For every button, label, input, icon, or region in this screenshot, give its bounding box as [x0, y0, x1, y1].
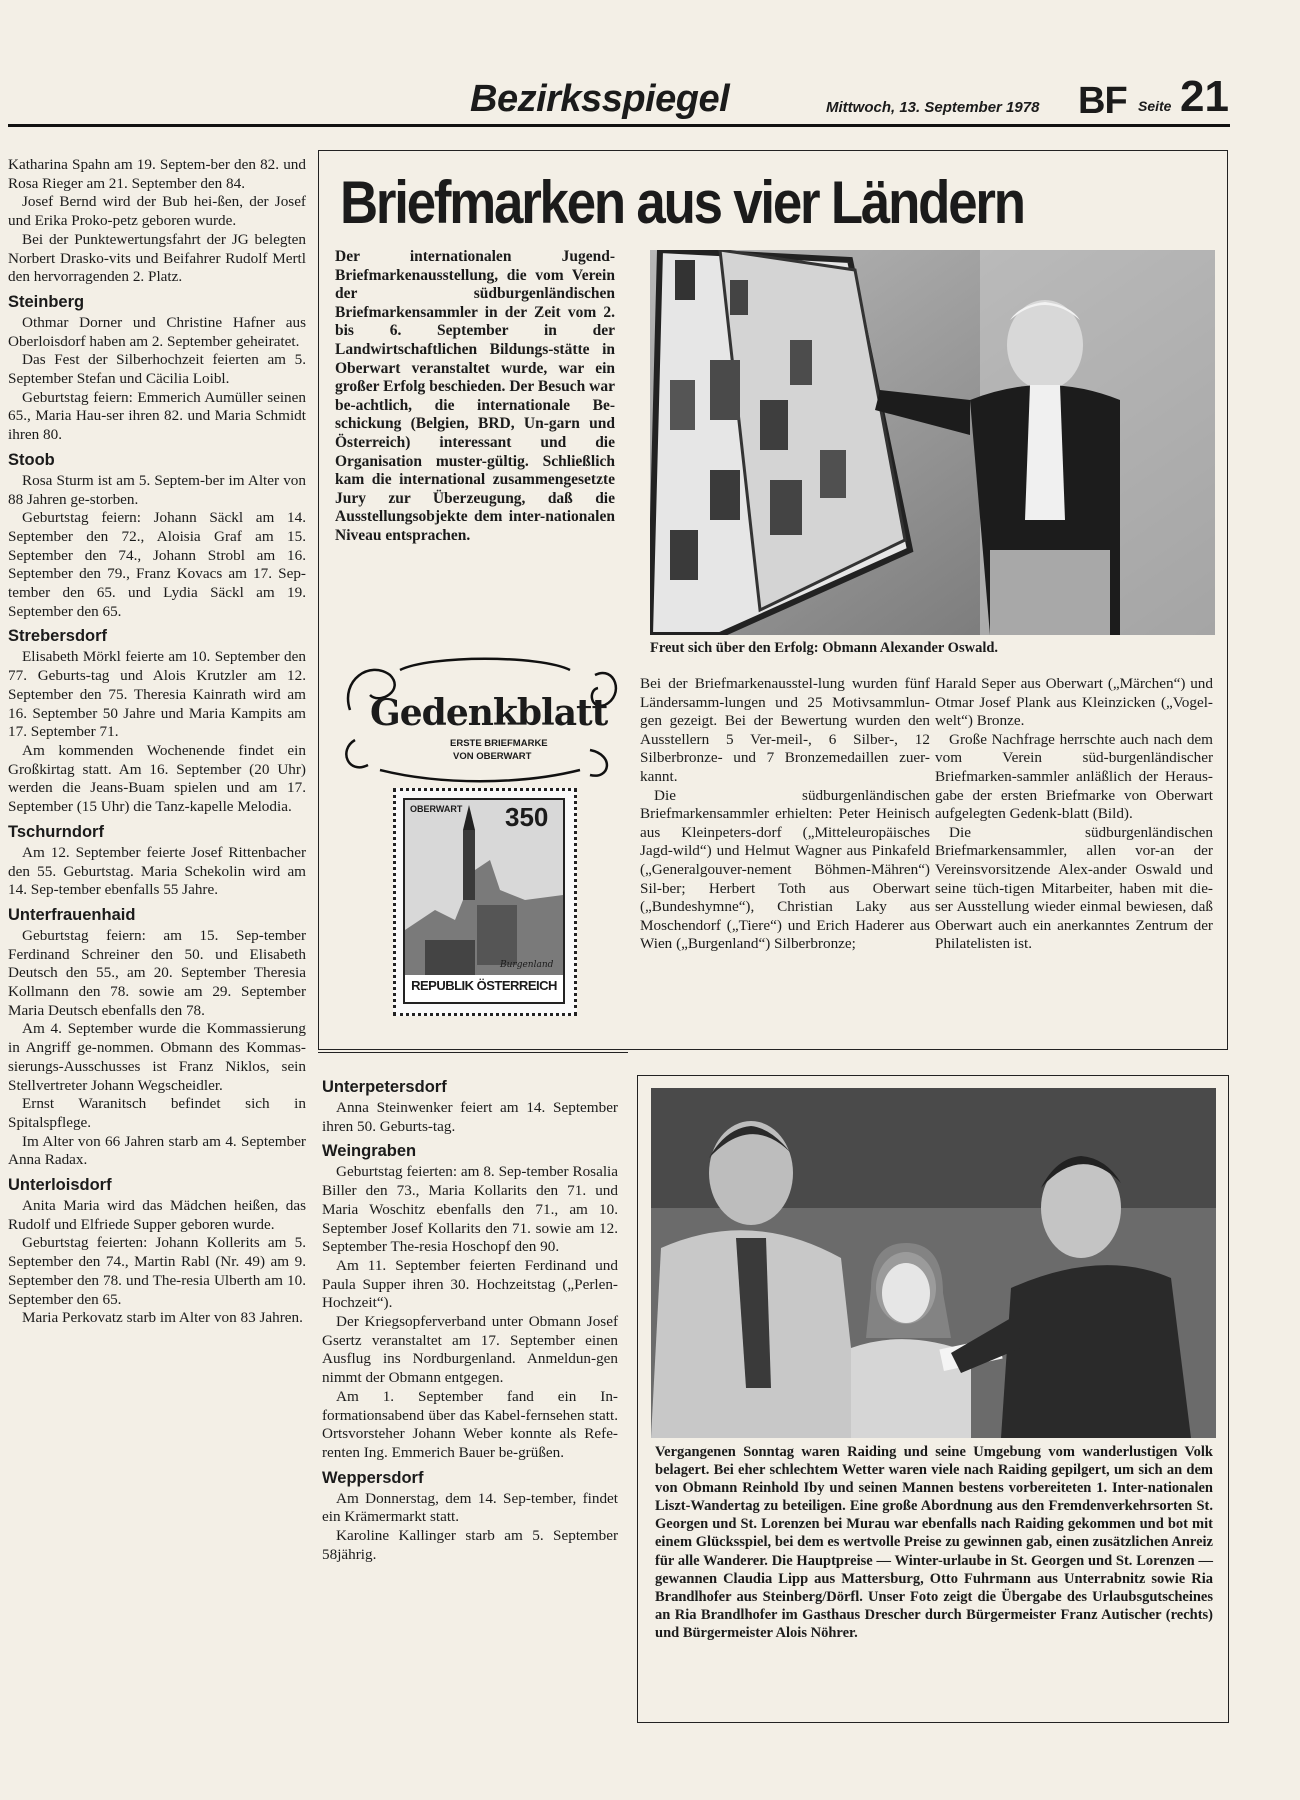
place-heading-weppersdorf: Weppersdorf	[322, 1468, 424, 1487]
feature-body-column-1	[640, 675, 930, 954]
place-heading-unterloisdorf: Unterloisdorf	[8, 1176, 112, 1195]
feature-lead: Der internationalen Jugend-Briefmarkenausstellung, die vom Verein der südburgenländischen Briefmarkensammler in der Zeit vom 2. bis 6. September in der Landwirtschaftlichen Bildungs-stätte in Oberwart veranstaltet wurde, war ein großer Erfolg beschieden. Der Besuch war be-achtlich, die internationale Be-schickung (Belgien, BRD, Un-garn und Österreich) interessant und die Organisation muster-gültig. Schließlich kam die international zusammengesetzte Jury zur Überzeugung, daß die Ausstellungsobjekte dem inter-nationalen Niveau entsprachen.	[335, 248, 615, 544]
stamp-image	[403, 798, 565, 1004]
news-paragraph: Elisabeth Mörkl feierte am 10. September den 77. Geburts-tag und Alois Krutzler am 12. September den 75. Theresia Kainrath wird am 16. September 50 Jahre und Maria Kampits am 17. September 71.	[8, 648, 306, 741]
raiding-photo-drawing	[651, 1088, 1216, 1438]
page-label: Seite	[1138, 98, 1172, 114]
news-paragraph: Geburtstag feiern: Johann Säckl am 14. September den 72., Aloisia Graf am 15. September den 74., Johann Strobl am 16. September den 79., Franz Kovacs am 17. Sep-tember den 65. und Lydia Säckl am 19. September den 65.	[8, 509, 306, 620]
news-paragraph: Die südburgenländischen Briefmarkensammler, allen vor-an der Vereinsvorsitzende Alex-ander Oswald und seine tüch-tigen Mitarbeiter, haben mit die-ser Ausstellung wieder einmal bewiesen, daß Oberwart auch ein anerkanntes Zentrum der Philatelisten ist.	[935, 823, 1213, 953]
news-paragraph: Am 12. September feierte Josef Rittenbacher den 55. Geburtstag. Maria Schekolin wird am 14. Sep-tember ebenfalls 55 Jahre.	[8, 843, 306, 899]
feature-body-column-2	[935, 675, 1213, 954]
stamp-town: OBERWART	[410, 804, 463, 814]
raiding-caption: Vergangenen Sonntag waren Raiding und seine Umgebung vom wanderlustigen Volk belagert. Bei eher schlechtem Wetter waren viele nach Raiding gepilgert, um sich an dem von Obmann Reinhold Iby und seinen Mannen bestens vorbereiteten 1. Inter-nationalen Liszt-Wandertag zu beteiligen. Eine große Abordnung aus den Fremdenverkehrsorten St. Georgen und St. Lorenzen bei Murau war ebenfalls nach Raiding gekommen und bot mit einem Glücksspiel, bei dem es wertvolle Preise zu gewinnen gab, einen zusätzlichen Anreiz für alle Wanderer. Die Hauptpreise — Winter-urlaube in St. Georgen und St. Lorenzen — gewannen Claudia Lipp aus Mattersburg, Otto Fuhrmann aus Unterrabnitz sowie Ria Brandlhofer aus Steinberg/Dörfl. Unser Foto zeigt die Übergabe des Urlaubsgutscheines an Ria Brandlhofer im Gasthaus Drescher durch Bürgermeister Franz Autischer (rechts) und Bürgermeister Alois Nöhrer.	[655, 1444, 1213, 1641]
place-heading-tschurndorf: Tschurndorf	[8, 822, 104, 841]
header-rule	[8, 124, 1230, 127]
place-heading-steinberg: Steinberg	[8, 292, 85, 311]
news-paragraph: Ernst Waranitsch befindet sich in Spitalspflege.	[8, 1095, 306, 1131]
news-paragraph: Anita Maria wird das Mädchen heißen, das Rudolf und Elfriede Supper geboren wurde.	[8, 1197, 306, 1233]
news-paragraph: Am 11. September feierten Ferdinand und Paula Supper ihren 30. Hochzeitstag („Perlen-Hochzeit“).	[322, 1256, 618, 1312]
news-paragraph: Geburtstag feierten: am 8. Sep-tember Rosalia Biller den 73., Maria Kollarits den 71. und Maria Woschitz ebenfalls den 71., am 10. September Josef Kollarits den 71. sowie am 12. September The-resia Hoschopf den 90.	[322, 1163, 618, 1256]
gedenkblatt-subtitle-2: VON OBERWART	[453, 751, 532, 762]
news-paragraph: Am 1. September fand ein In-formationsabend über das Kabel-fernsehen statt. Ortsvorsteher Johann Weber konnte als Refe-renten Ing. Emmerich Bauer be-grüßen.	[322, 1387, 618, 1461]
news-paragraph: Bei der Punktewertungsfahrt der JG belegten Norbert Drasko-vits und Beifahrer Rudolf Mertl den hervorragenden 2. Platz.	[8, 230, 306, 286]
issue-date: Mittwoch, 13. September 1978	[826, 99, 1040, 116]
column-separator	[318, 1052, 628, 1053]
stamp	[393, 788, 577, 1016]
place-heading-stoob: Stoob	[8, 450, 55, 469]
news-paragraph: Katharina Spahn am 19. Septem-ber den 82. und Rosa Rieger am 21. September den 84.	[8, 156, 306, 192]
local-news-column-2	[322, 1072, 618, 1564]
section-title: Bezirksspiegel	[470, 78, 730, 120]
exhibition-photo-drawing	[650, 250, 1215, 635]
news-paragraph: Karoline Kallinger starb am 5. September 58jährig.	[322, 1527, 618, 1563]
news-paragraph: Bei der Briefmarkenausstel-lung wurden fünf Ländersamm-lungen und 25 Motivsammlun-gen gezeigt. Bei der Bewertung wurden den Ausstellern 5 Ver-meil-, 6 Silber-, 12 Silberbronze- und 7 Bronzemedaillen zuer-kannt.	[640, 675, 930, 785]
news-paragraph: Im Alter von 66 Jahren starb am 4. September Anna Radax.	[8, 1132, 306, 1169]
news-paragraph: Josef Bernd wird der Bub hei-ßen, der Josef und Erika Proko-petz geboren wurde.	[8, 193, 306, 230]
gedenkblatt-title: Gedenkblatt	[370, 692, 608, 734]
news-paragraph: Der Kriegsopferverband unter Obmann Josef Gsertz veranstaltet am 17. September einen Ausflug ins Nordburgenland. Anmeldun-gen nimmt der Obmann entgegen.	[322, 1313, 618, 1387]
gedenkblatt-illustration	[340, 650, 620, 1030]
newspaper-logo: BF	[1078, 80, 1127, 122]
news-paragraph: Harald Seper aus Oberwart („Märchen“) und Otmar Josef Plank aus Kleinzicken („Vogel-welt“) Bronze.	[935, 675, 1213, 730]
feature-headline: Briefmarken aus vier Ländern	[340, 169, 1024, 236]
news-paragraph: Geburtstag feiern: Emmerich Aumüller seinen 65., Maria Hau-ser ihren 82. und Maria Schmidt ihren 80.	[8, 388, 306, 444]
place-heading-strebersdorf: Strebersdorf	[8, 627, 108, 646]
news-paragraph: Rosa Sturm ist am 5. Septem-ber im Alter von 88 Jahren ge-storben.	[8, 471, 306, 508]
exhibition-photo-caption: Freut sich über den Erfolg: Obmann Alexander Oswald.	[650, 640, 999, 656]
raiding-photo	[651, 1088, 1216, 1438]
news-paragraph: Am kommenden Wochenende findet ein Großkirtag statt. Am 16. September (20 Uhr) werden die Jeans-Buam spielen und am 17. September (15 Uhr) die Tanz-kapelle Melodia.	[8, 741, 306, 816]
place-heading-unterpetersdorf: Unterpetersdorf	[322, 1078, 447, 1096]
news-paragraph: Anna Steinwenker feiert am 14. September ihren 50. Geburts-tag.	[322, 1099, 618, 1135]
news-paragraph: Das Fest der Silberhochzeit feierten am 5. September Stefan und Cäcilia Loibl.	[8, 351, 306, 388]
news-paragraph: Geburtstag feiern: am 15. Sep-tember Ferdinand Schreiner den 50. und Elisabeth Deutsch den 55., am 20. September Theresia Kollmann den 78. sowie am 29. September Maria Deutsch ebenfalls den 78.	[8, 926, 306, 1019]
news-paragraph: Am 4. September wurde die Kommassierung in Angriff ge-nommen. Obmann des Kommas-sierungs-Ausschusses ist Franz Niklos, sein Stellvertreter Johann Wegscheidler.	[8, 1020, 306, 1094]
news-paragraph: Geburtstag feierten: Johann Kollerits am 5. September den 74., Martin Rabl (Nr. 49) am 9. September den 78. und The-resia Ulberth am 10. September den 65.	[8, 1234, 306, 1308]
page-number: 21	[1180, 72, 1229, 121]
news-paragraph: Maria Perkovatz starb im Alter von 83 Jahren.	[22, 1309, 303, 1327]
stamp-region: Burgenland	[500, 960, 554, 970]
place-heading-weingraben: Weingraben	[322, 1142, 417, 1161]
stamp-value: 350	[505, 802, 549, 832]
local-news-column	[8, 156, 306, 1328]
news-paragraph: Die südburgenländischen Briefmarkensammler erhielten: Peter Heinisch aus Kleinpeters-dorf („Mitteleuropäisches Jagd-wild“) und Helmut Wagner aus Pinkafeld („Generalgouver-nement Böhmen-Mähren“) Sil-ber; Herbert Toth aus Oberwart („Bundeshymne“), Christian Laky aus Moschendorf („Tiere“) und Erich Haderer aus Wien („Burgenland“) Silberbronze;	[640, 786, 930, 953]
news-paragraph: Am Donnerstag, dem 14. Sep-tember, findet ein Krämermarkt statt.	[322, 1489, 618, 1526]
place-heading-unterfrauenhaid: Unterfrauenhaid	[8, 905, 136, 924]
news-paragraph: Große Nachfrage herrschte auch nach dem vom Verein süd-burgenländischer Briefmarken-sammler anläßlich der Heraus-gabe der ersten Briefmarke von Oberwart aufgelegten Gedenk-blatt (Bild).	[935, 730, 1213, 823]
stamp-country: REPUBLIK ÖSTERREICH	[411, 978, 557, 993]
exhibition-photo	[650, 250, 1215, 635]
gedenkblatt-subtitle-1: ERSTE BRIEFMARKE	[450, 738, 548, 749]
news-paragraph: Othmar Dorner und Christine Hafner aus Oberloisdorf haben am 2. September geheiratet.	[8, 313, 306, 350]
